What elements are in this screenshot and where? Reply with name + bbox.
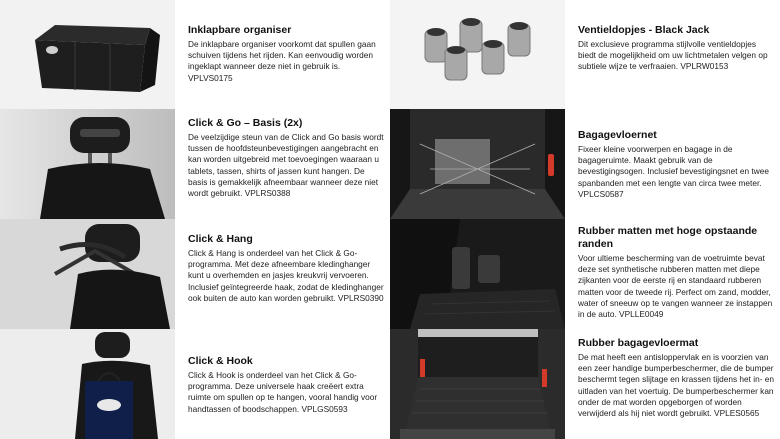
product-title: Ventieldopjes - Black Jack — [578, 24, 710, 36]
product-description: Dit exclusieve programma stijlvolle ventieldopjes biedt de mogelijkheid om uw lichtmetalen velgen op subtiele wijze te verfraaien. VPLRW0153 — [578, 39, 768, 72]
product-title: Click & Go – Basis (2x) — [188, 117, 303, 129]
product-organiser — [0, 0, 390, 109]
product-title: Rubber matten met hoge opstaande randen — [578, 225, 758, 250]
product-click-go-base — [0, 109, 390, 219]
rubber-mats-photo — [390, 219, 565, 329]
product-title: Bagagevloernet — [578, 129, 657, 141]
product-title: Inklapbare organiser — [188, 24, 292, 36]
product-title: Click & Hook — [188, 355, 253, 367]
luggage-mat-photo — [390, 329, 565, 439]
click-go-base-photo — [0, 109, 175, 219]
product-description: De inklapbare organiser voorkomt dat spullen gaan schuiven tijdens het rijden. Kan eenvoudig worden ingeklapt wanneer deze niet in gebruik is. VPLVS0175 — [188, 39, 376, 83]
product-description: Click & Hang is onderdeel van het Click & Go-programma. Met deze afneembare kledinghanger kunt u overhemden en jasjes kreukvrij vervoeren. Inclusief geïntegreerde haak, zodat de kledinghanger ook buiten de auto kan worden gebruikt. VPLRS0390 — [188, 248, 384, 303]
product-rubber-mats — [390, 219, 780, 329]
product-description: Voor ultieme bescherming van de voetruimte bevat deze set synthetische rubberen matten met diepe zijkanten voor de eerste rij en standaard rubberen matten voor de tweede rij. Perfect om zand, modder, water of sneeuw op te vangen wanneer ze instappen in de auto. VPLLE0049 — [578, 253, 773, 320]
product-title: Click & Hang — [188, 233, 253, 245]
product-description: Click & Hook is onderdeel van het Click & Go-programma. Deze universele haak creëert extra ruimte om spullen op te hangen, vooral handig voor handtassen of boodschappen. VPLGS0593 — [188, 370, 378, 414]
product-description: De mat heeft een antisloppervlak en is voorzien van een zeer handige bumperbeschermer, die de bumper beschermt tegen slijtage en krassen tijdens het in- en uitladen van het voertuig. De bumperbeschermer kan onder de mat worden opgeborgen of worden verwijderd als hij niet wordt gebruikt. VPLES0565 — [578, 352, 775, 419]
product-luggage-mat — [390, 329, 780, 439]
organiser-photo — [0, 0, 175, 109]
product-description: De veelzijdige steun van de Click and Go basis wordt tussen de hoofdsteunbevestigingen aangebracht en kan worden uitgebreid met toevoegingen waaraan u tablets, tassen, shirts of jassen kunt hangen. De basis is gemakkelijk afneembaar wanneer deze niet wordt gebruikt. VPLRS0388 — [188, 132, 384, 199]
click-hook-photo — [0, 329, 175, 439]
product-click-hang — [0, 219, 390, 329]
right-column — [390, 0, 780, 439]
product-click-hook — [0, 329, 390, 439]
product-title: Rubber bagagevloermat — [578, 337, 699, 349]
cargo-net-photo — [390, 109, 565, 219]
click-hang-photo — [0, 219, 175, 329]
product-valve-caps — [390, 0, 780, 109]
product-cargo-net — [390, 109, 780, 219]
valve-caps-photo — [390, 0, 565, 109]
product-description: Fixeer kleine voorwerpen en bagage in de bagageruimte. Maakt gebruik van de bevestigingsogen. Inclusief bevestigingsnet en twee spanbanden met een lengte van circa twee meter. VPLCS0587 — [578, 144, 769, 199]
